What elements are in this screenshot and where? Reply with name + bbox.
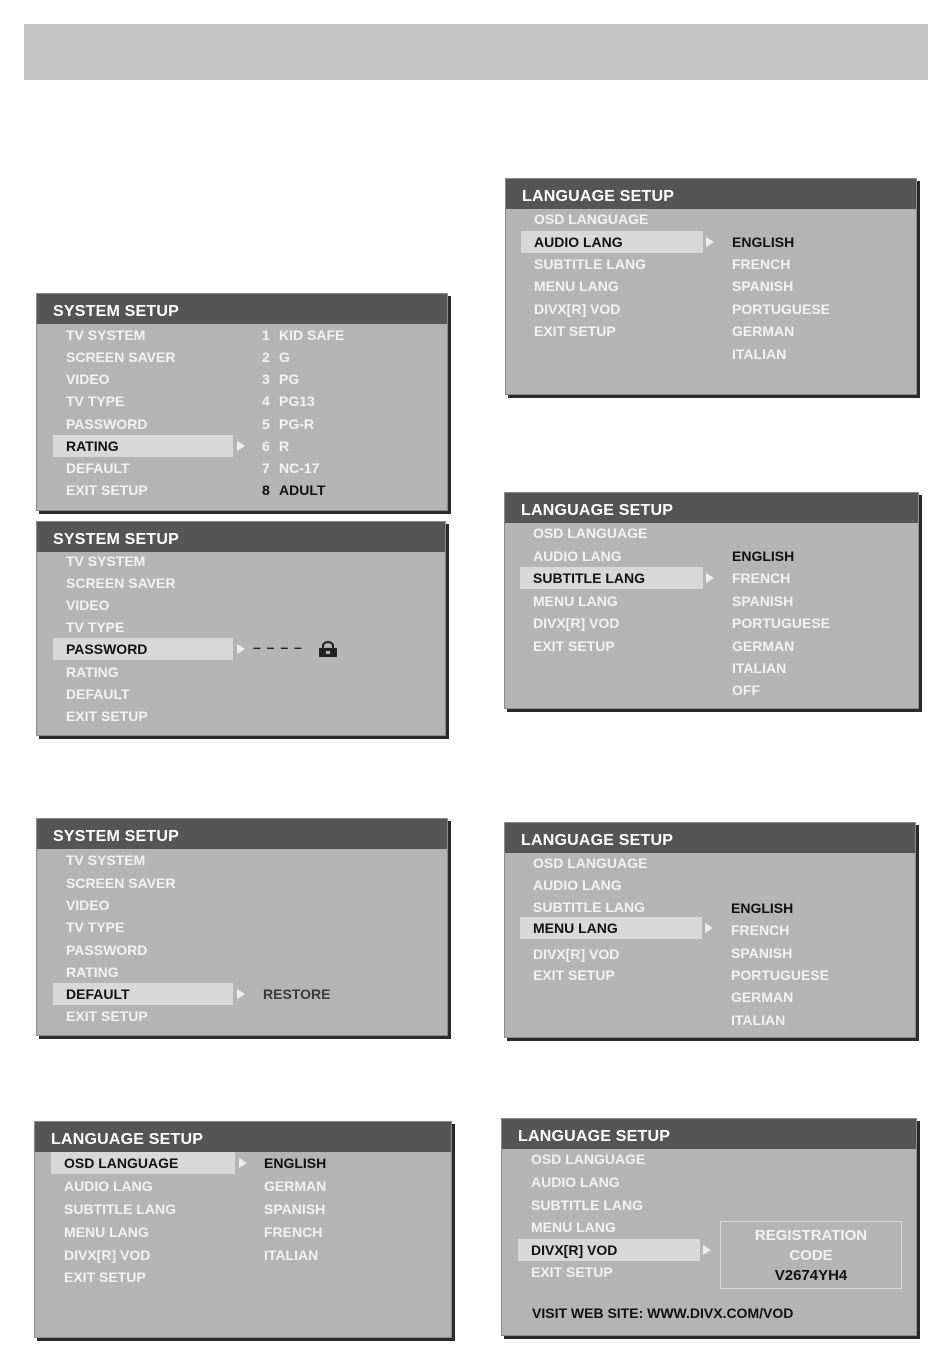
menu-item-audio-lang[interactable]: AUDIO LANG xyxy=(64,1178,153,1194)
panel-title: LANGUAGE SETUP xyxy=(505,823,915,853)
menu-item-rating[interactable]: RATING xyxy=(53,435,233,457)
rating-number: 6 xyxy=(262,438,270,454)
language-option[interactable]: ITALIAN xyxy=(731,1012,786,1028)
menu-item-exit-setup[interactable]: EXIT SETUP xyxy=(64,1269,146,1285)
menu-item-tv-system[interactable]: TV SYSTEM xyxy=(66,327,146,343)
menu-item-default[interactable]: DEFAULT xyxy=(53,983,233,1005)
panel-title: LANGUAGE SETUP xyxy=(505,493,918,523)
language-option[interactable]: PORTUGUESE xyxy=(732,301,831,317)
menu-item-subtitle-lang[interactable]: SUBTITLE LANG xyxy=(531,1197,643,1213)
language-setup-menu-panel xyxy=(504,822,916,1038)
registration-label: REGISTRATION xyxy=(754,1227,868,1244)
menu-item-exit-setup[interactable]: EXIT SETUP xyxy=(534,323,616,339)
panel-title: LANGUAGE SETUP xyxy=(502,1119,916,1149)
panel-title: SYSTEM SETUP xyxy=(37,294,447,324)
menu-item-tv-type[interactable]: TV TYPE xyxy=(66,619,125,635)
language-option[interactable]: FRENCH xyxy=(732,570,791,586)
language-setup-divx-panel xyxy=(501,1118,917,1336)
password-input[interactable]: – – – – xyxy=(253,639,303,655)
rating-label: PG13 xyxy=(279,393,315,409)
language-option[interactable]: PORTUGUESE xyxy=(731,967,830,983)
menu-item-audio-lang[interactable]: AUDIO LANG xyxy=(531,1174,620,1190)
rating-option[interactable] xyxy=(262,413,314,435)
system-setup-password-panel xyxy=(36,521,446,736)
menu-item-tv-system[interactable]: TV SYSTEM xyxy=(66,553,146,569)
menu-item-rating[interactable]: RATING xyxy=(66,964,119,980)
menu-item-password[interactable]: PASSWORD xyxy=(66,942,148,958)
menu-item-divx-vod[interactable]: DIVX[R] VOD xyxy=(533,946,620,962)
panel-title: SYSTEM SETUP xyxy=(37,819,447,849)
arrow-right-icon xyxy=(703,1245,711,1255)
menu-item-screen-saver[interactable]: SCREEN SAVER xyxy=(66,875,176,891)
rating-label: G xyxy=(279,349,290,365)
rating-option[interactable] xyxy=(262,435,289,457)
rating-option[interactable] xyxy=(262,324,344,346)
registration-box xyxy=(720,1221,902,1289)
menu-item-menu-lang[interactable]: MENU LANG xyxy=(534,278,619,294)
language-option-selected[interactable]: ENGLISH xyxy=(732,234,795,250)
menu-item-menu-lang[interactable]: MENU LANG xyxy=(531,1219,616,1235)
menu-item-default[interactable]: DEFAULT xyxy=(66,460,130,476)
language-option[interactable]: GERMAN xyxy=(731,989,794,1005)
menu-item-screen-saver[interactable]: SCREEN SAVER xyxy=(66,349,176,365)
menu-item-divx-vod[interactable]: DIVX[R] VOD xyxy=(518,1239,700,1261)
rating-label: KID SAFE xyxy=(279,327,345,343)
rating-option[interactable] xyxy=(262,368,299,390)
menu-item-osd-language[interactable]: OSD LANGUAGE xyxy=(533,855,648,871)
menu-item-video[interactable]: VIDEO xyxy=(66,371,110,387)
menu-item-screen-saver[interactable]: SCREEN SAVER xyxy=(66,575,176,591)
language-option-selected[interactable]: ENGLISH xyxy=(731,900,794,916)
language-option[interactable]: FRENCH xyxy=(264,1224,323,1240)
language-setup-osd-panel xyxy=(34,1121,452,1338)
panel-title: LANGUAGE SETUP xyxy=(506,179,916,209)
rating-number: 3 xyxy=(262,371,270,387)
language-option[interactable]: ITALIAN xyxy=(264,1247,319,1263)
language-option[interactable]: GERMAN xyxy=(732,638,795,654)
top-banner xyxy=(24,24,928,80)
language-option[interactable]: OFF xyxy=(732,682,760,698)
language-option[interactable]: SPANISH xyxy=(731,945,793,961)
menu-item-password[interactable]: PASSWORD xyxy=(66,416,148,432)
menu-item-osd-language[interactable]: OSD LANGUAGE xyxy=(51,1152,235,1174)
menu-item-exit-setup[interactable]: EXIT SETUP xyxy=(533,638,615,654)
menu-item-osd-language[interactable]: OSD LANGUAGE xyxy=(531,1151,646,1167)
visit-website-text: VISIT WEB SITE: WWW.DIVX.COM/VOD xyxy=(532,1305,794,1321)
menu-item-menu-lang[interactable]: MENU LANG xyxy=(64,1224,149,1240)
rating-option[interactable] xyxy=(262,390,315,412)
menu-item-subtitle-lang[interactable]: SUBTITLE LANG xyxy=(64,1201,176,1217)
menu-item-audio-lang[interactable]: AUDIO LANG xyxy=(533,548,622,564)
rating-label: ADULT xyxy=(279,482,326,498)
menu-item-menu-lang[interactable]: MENU LANG xyxy=(533,593,618,609)
lock-icon xyxy=(317,641,339,657)
system-setup-default-panel xyxy=(36,818,448,1036)
language-option-selected[interactable]: ENGLISH xyxy=(732,548,795,564)
language-option[interactable]: SPANISH xyxy=(264,1201,326,1217)
rating-number: 4 xyxy=(262,393,270,409)
menu-item-password[interactable]: PASSWORD xyxy=(53,638,233,660)
arrow-right-icon xyxy=(706,573,714,583)
panel-title: LANGUAGE SETUP xyxy=(35,1122,451,1152)
menu-item-tv-type[interactable]: TV TYPE xyxy=(66,919,125,935)
menu-item-exit-setup[interactable]: EXIT SETUP xyxy=(66,482,148,498)
language-option[interactable]: GERMAN xyxy=(264,1178,327,1194)
language-option[interactable]: PORTUGUESE xyxy=(732,615,831,631)
language-option[interactable]: ITALIAN xyxy=(732,660,787,676)
rating-number: 8 xyxy=(262,482,270,498)
menu-item-menu-lang[interactable]: MENU LANG xyxy=(520,917,702,939)
rating-label: NC-17 xyxy=(279,460,320,476)
rating-number: 1 xyxy=(262,327,270,343)
rating-option[interactable] xyxy=(262,346,290,368)
menu-item-osd-language[interactable]: OSD LANGUAGE xyxy=(534,211,649,227)
rating-label: R xyxy=(279,438,290,454)
menu-item-exit-setup[interactable]: EXIT SETUP xyxy=(533,967,615,983)
menu-item-divx-vod[interactable]: DIVX[R] VOD xyxy=(534,301,621,317)
system-setup-rating-panel xyxy=(36,293,448,511)
arrow-right-icon xyxy=(237,644,245,654)
rating-number: 5 xyxy=(262,416,270,432)
menu-item-default[interactable]: DEFAULT xyxy=(66,686,130,702)
arrow-right-icon xyxy=(705,923,713,933)
menu-item-subtitle-lang[interactable]: SUBTITLE LANG xyxy=(534,256,646,272)
rating-label: PG-R xyxy=(279,416,314,432)
language-option-selected[interactable]: ENGLISH xyxy=(264,1155,327,1171)
menu-item-subtitle-lang[interactable]: SUBTITLE LANG xyxy=(520,567,703,589)
menu-item-audio-lang[interactable]: AUDIO LANG xyxy=(533,877,622,893)
language-option[interactable]: SPANISH xyxy=(732,278,794,294)
menu-item-rating[interactable]: RATING xyxy=(66,664,119,680)
menu-item-subtitle-lang[interactable]: SUBTITLE LANG xyxy=(533,899,645,915)
menu-item-osd-language[interactable]: OSD LANGUAGE xyxy=(533,525,648,541)
language-option[interactable]: SPANISH xyxy=(732,593,794,609)
menu-item-exit-setup[interactable]: EXIT SETUP xyxy=(66,1008,148,1024)
menu-item-audio-lang[interactable]: AUDIO LANG xyxy=(521,231,703,253)
arrow-right-icon xyxy=(237,441,245,451)
language-option[interactable]: FRENCH xyxy=(731,922,790,938)
panel-title: SYSTEM SETUP xyxy=(37,522,445,552)
menu-item-video[interactable]: VIDEO xyxy=(66,897,110,913)
arrow-right-icon xyxy=(237,989,245,999)
menu-item-tv-system[interactable]: TV SYSTEM xyxy=(66,852,146,868)
restore-option[interactable]: RESTORE xyxy=(263,986,331,1002)
menu-item-video[interactable]: VIDEO xyxy=(66,597,110,613)
rating-number: 7 xyxy=(262,460,270,476)
registration-code-label: CODE xyxy=(789,1247,833,1264)
rating-label: PG xyxy=(279,371,300,387)
language-setup-audio-panel xyxy=(505,178,917,395)
menu-item-divx-vod[interactable]: DIVX[R] VOD xyxy=(64,1247,151,1263)
language-setup-subtitle-panel xyxy=(504,492,919,709)
menu-item-tv-type[interactable]: TV TYPE xyxy=(66,393,125,409)
menu-item-exit-setup[interactable]: EXIT SETUP xyxy=(531,1264,613,1280)
registration-code: V2674YH4 xyxy=(774,1267,848,1284)
arrow-right-icon xyxy=(706,237,714,247)
language-option[interactable]: ITALIAN xyxy=(732,346,787,362)
rating-number: 2 xyxy=(262,349,270,365)
rating-option-selected[interactable] xyxy=(262,479,325,501)
language-option[interactable]: GERMAN xyxy=(732,323,795,339)
rating-option[interactable] xyxy=(262,457,319,479)
menu-item-divx-vod[interactable]: DIVX[R] VOD xyxy=(533,615,620,631)
arrow-right-icon xyxy=(239,1158,247,1168)
language-option[interactable]: FRENCH xyxy=(732,256,791,272)
menu-item-exit-setup[interactable]: EXIT SETUP xyxy=(66,708,148,724)
